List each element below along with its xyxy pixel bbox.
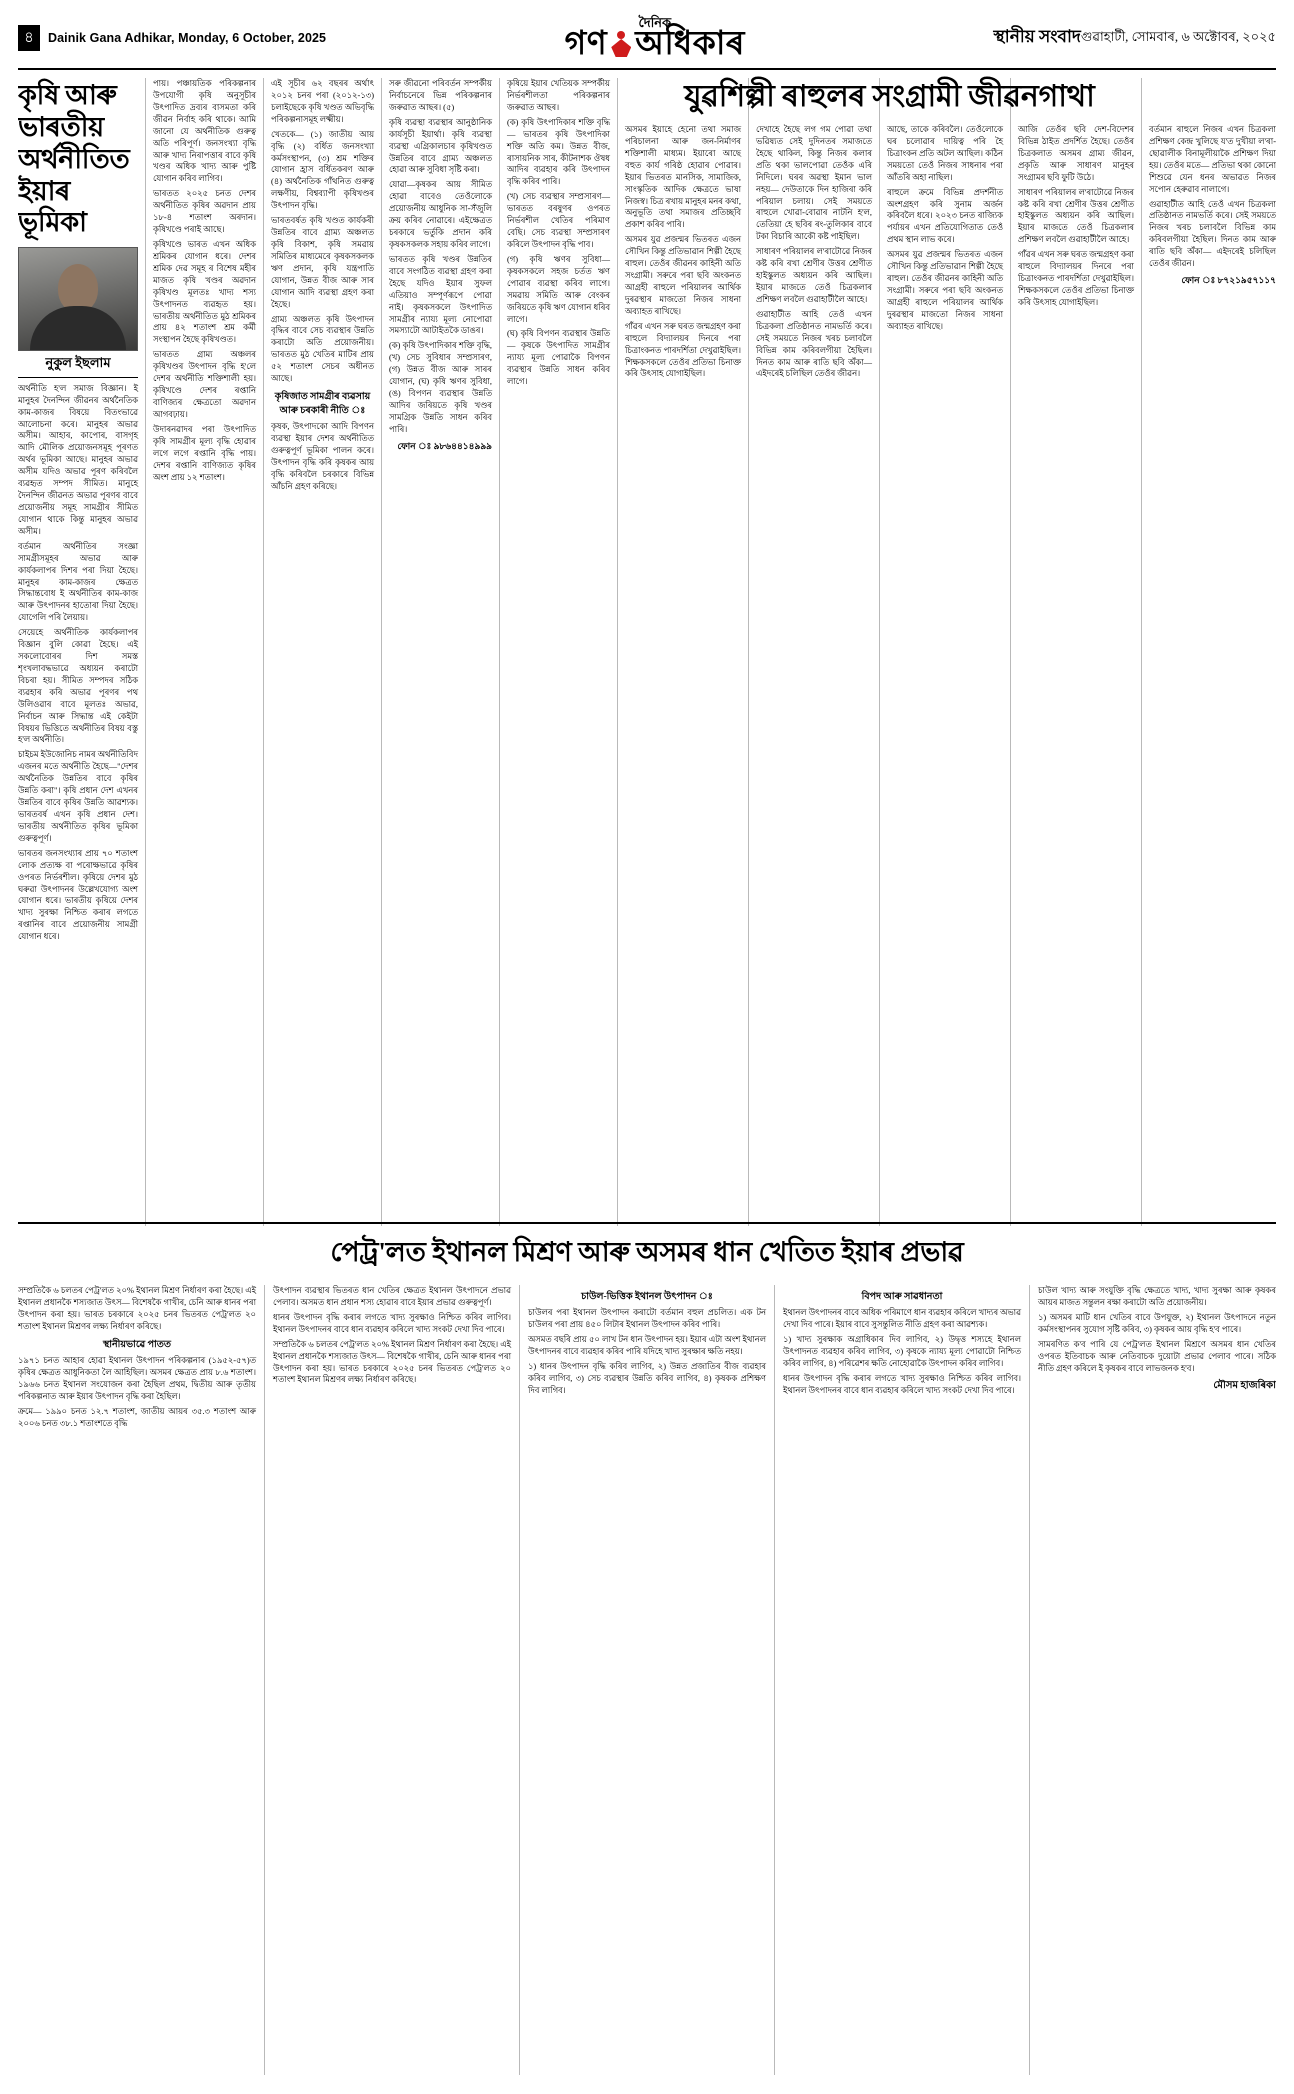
body-para: সাধাৰণ পৰিয়ালৰ ল'ৰাটোৱে নিজৰ কষ্ট কৰি ৰখা শ্ৰেণীৰ উত্তৰ শ্ৰেণীত হাইস্কুলত অধ্যয়ন কৰি আছিল। ইয়াৰ মাজতে তেওঁ চিত্ৰকলাৰ প্ৰশিক্ষণ লবলৈ গুৱাহাটীলৈ আহে। <box>1018 187 1134 245</box>
body-para: কৃষিয়ে ইয়াৰ খেতিয়ক সম্পৰ্কীয় নিৰ্ভৰশীলতা পৰিকল্পনাৰ জৰুৱাত আছৰ। <box>507 79 610 112</box>
body-para: ধানৰ উৎপাদন বৃদ্ধি কৰাৰ লগতে খাদ্য সুৰক্ষাও নিশ্চিত কৰিব লাগিব। ইথানল উৎপাদনৰ বাবে ধান ব্যৱহাৰ কৰিলে খাদ্য সংকট দেখা দিব পাৰে। <box>783 1374 1021 1396</box>
brand-word-2: অধিকাৰ <box>635 25 745 62</box>
body-para: এই সূচীৰ ৬২ বছৰৰ অৰ্থাৎ ২০১২ চনৰ পৰা (২০১২-১৩) চলাইছেকে কৃষি খণ্ডত অভিবৃদ্ধি পৰিকল্পনাসমূহ লক্ষ্মীয়। <box>271 79 374 124</box>
body-para: গাঁৱৰ এখন সৰু ঘৰত জন্মগ্ৰহণ কৰা ৰাহুলে বিদ্যালয়ৰ দিনৰে পৰা চিত্ৰাংকনত পাৰদৰ্শিতা দেখুৱাইছিল। শিক্ষকসকলে তেওঁৰ প্ৰতিভা চিনাক্ত কৰি উৎসাহ যোগাইছিল। <box>625 321 741 379</box>
body-para: (ঘ) কৃষি বিপণন ব্যৱস্থাৰ উন্নতি— কৃষকে উৎপাদিত সামগ্ৰীৰ ন্যায্য মূল্য পোৱাকৈ বিপণন ব্যৱস্থাৰ উন্নতি সাধন কৰিব লাগে। <box>507 329 610 387</box>
author-name: নুকুল ইছলাম <box>18 354 138 377</box>
body-para: বৰ্তমান ৰাহুলে নিজৰ এখন চিত্ৰকলা প্ৰশিক্ষণ কেন্দ্ৰ খুলিছে য'ত দুখীয়া ল'ৰা-ছোৱালীক বিনামূলীয়াকৈ প্ৰশিক্ষণ দিয়া হয়। তেওঁৰ মতে— প্ৰতিভা থকা কোনো শিশুৱে যেন ধনৰ অভাৱত নিজৰ সপোন হেৰুৱাব নালাগে। <box>1149 125 1276 194</box>
body-para: ভাৰতত গ্ৰাম্য অঞ্চলৰ কৃষিখণ্ডৰ উৎপাদন বৃদ্ধি হ'লে দেশৰ অৰ্থনীতি শক্তিশালী হয়। কৃষিখণ্ডে দেশৰ ৰপ্তানি বাণিজ্যৰ ক্ষেত্ৰতো অৱদান আগবঢ়ায়। <box>153 350 256 419</box>
body-para: গুৱাহাটীত আহি তেওঁ এখন চিত্ৰকলা প্ৰতিষ্ঠানত নামভৰ্তি কৰে। সেই সময়তে নিজৰ খৰচ চলাবলৈ বিভিন্ন কাম কৰিবলগীয়া হৈছিল। দিনত কাম আৰু ৰাতি ছবি অঁকা— এইদৰেই চলিছিল তেওঁৰ জীৱন। <box>756 309 872 379</box>
bottom-columns <box>18 1285 1276 2075</box>
body-para: ১) অসমৰ মাটি ধান খেতিৰ বাবে উপযুক্ত, ২) ইথানল উৎপাদনে নতুন কৰ্মসংস্থাপনৰ সুযোগ সৃষ্টি কৰিব, ৩) কৃষকৰ আয় বৃদ্ধি হ'ব পাৰে। <box>1038 1312 1276 1334</box>
body-para: (খ) সেচ ব্যৱস্থাৰ সম্প্ৰসাৰণ— ভাৰতত বৰষুণৰ ওপৰত নিৰ্ভৰশীল খেতিৰ পৰিমাণ বেছি। সেচ ব্যৱস্থা সম্প্ৰসাৰণ কৰিলে উৎপাদন বৃদ্ধি পাব। <box>507 192 610 249</box>
brand-word-1: গণ <box>564 25 608 62</box>
body-para: ভাৰতবৰ্ষত কৃষি খণ্ডত কাৰ্যকৰী উন্নতিৰ বাবে গ্ৰাম্য অঞ্চলত কৃষি বিকাশ, কৃষি সমৱায় সমিতিৰ মাধ্যমেৰে কৃষকসকলক ঋণ প্ৰদান, কৃষি যন্ত্ৰপাতি যোগান, উন্নত বীজ আৰু সাৰ যোগান আদি ব্যৱস্থা গ্ৰহণ কৰা হৈছে। <box>271 216 374 309</box>
bottom-article-byline: মৌসম হাজৰিকা <box>1213 1380 1276 1392</box>
feature-para: চাইচম ইউজোনিচ নামৰ অৰ্থনীতিবিদ এজনৰ মতে অৰ্থনীতি হৈছে—"দেশৰ অৰ্থনৈতিক উন্নতিৰ বাবে কৃষিৰ উন্নতি কৰা"। কৃষি প্ৰধান দেশ এখনৰ উন্নতিৰ বাবে কৃষিৰ উন্নতি আৱশ্যক। ভাৰতবৰ্ষ এখন কৃষি প্ৰধান দেশ। ভাৰতীয় অৰ্থনীতিত কৃষিৰ ভূমিকা গুৰুত্বপূৰ্ণ। <box>18 750 138 843</box>
body-para: গ্ৰাম্য অঞ্চলত কৃষি উৎপাদন বৃদ্ধিৰ বাবে সেচ ব্যৱস্থাৰ উন্নতি কৰাটো অতি প্ৰয়োজনীয়। ভাৰতত মুঠ খেতিৰ মাটিৰ প্ৰায় ৫২ শতাংশ সেচৰ অধীনত আছে। <box>271 314 374 384</box>
body-para: ১৯৭১ চনত আহাৰ হোৱা ইথানল উৎপাদন পৰিকল্পনাৰ (১৯৫২-৫৭)ত কৃষিৰ ক্ষেত্ৰত আধুনিকতা লৈ আহিছিল। অসমৰ ক্ষেত্ৰত প্ৰায় ৮.৬ শতাংশ। ১৯৬৬ চনত ইথানল সংযোজন কৰা হৈছিল প্ৰথম, দ্বিতীয় আৰু তৃতীয় পৰিকল্পনাত আৰু ইয়াৰ উৎপাদন বৃদ্ধি কৰা হৈছিল। <box>18 1356 256 1401</box>
article1-contact: ফোন ঃ ৯৮৬৪৪১৪৯৯৯ <box>397 440 492 451</box>
body-para: অসমৰ ইয়াহে হেনো তথা সমাজ পৰিচালনা আৰু জন-নিৰ্মাণৰ শক্তিশালী মাধ্যম। ইয়াৰো আছে বহুত কাৰ্য গৰিষ্ঠ হোৱাৰ পোৱাৰ। ইয়াৰ ভিতৰত মানসিক, সামাজিক, সাংস্কৃতিক আদিক ক্ষেত্ৰতে ভাষা নিজস্ব। চিত্ৰ ৰখায় মানুহৰ মনৰ কথা, অনুভূতি তথা সমাজৰ প্ৰতিচ্ছবি প্ৰকাশ কৰিব পাৰি। <box>625 125 741 230</box>
body-para: (ক) কৃষি উৎপাদিকাৰ শক্তি বৃদ্ধি, (খ) সেচ সুবিধাৰ সম্প্ৰসাৰণ, (গ) উন্নত বীজ আৰু সাৰৰ যোগান, (ঘ) কৃষি ঋণৰ সুবিধা, (ঙ) বিপণন ব্যৱস্থাৰ উন্নতি আদিৰ জৰিয়তে কৃষি খণ্ডৰ সামগ্ৰিক উন্নতি সাধন কৰিব পাৰি। <box>389 341 492 434</box>
body-para: ধানৰ উৎপাদন বৃদ্ধি কৰাৰ লগতে খাদ্য সুৰক্ষাও নিশ্চিত কৰিব লাগিব। ইথানল উৎপাদনৰ বাবে ধান ব্যৱহাৰ কৰিলে খাদ্য সংকট দেখা দিব পাৰে। <box>273 1312 511 1334</box>
page-number: ৪ <box>18 25 40 51</box>
body-para: (ক) কৃষি উৎপাদিকাৰ শক্তি বৃদ্ধি— ভাৰতৰ কৃষি উৎপাদিকা শক্তি অতি কম। উন্নত বীজ, ৰাসায়নিক সাৰ, কীটনাশক ঔষধ আদিৰ ব্যৱহাৰ কৰি উৎপাদন বৃদ্ধি কৰিব পাৰি। <box>507 117 610 187</box>
article1-column-3 <box>382 78 500 1226</box>
body-para: সম্প্ৰতিকৈ ৬ চলতৰ পেট্ৰ'লত ২০% ইথানল মিশ্ৰণ নিৰ্ধাৰণ কৰা হৈছে। এই ইথানল প্ৰধানকৈ শস্যজাত উৎস— বিশেষকৈ গাখীৰ, চেনি আৰু ধানৰ পৰা উৎপাদন কৰা হয়। ভাৰত চৰকাৰে ২০২৫ চনৰ ভিতৰত পেট্ৰ'লত ২০ শতাংশ ইথানল মিশ্ৰণৰ লক্ষ্য নিৰ্ধাৰণ কৰিছে। <box>273 1339 511 1385</box>
article1-subhead-1: কৃষিজাত সামগ্ৰীৰ ব্যৱসায় আৰু চৰকাৰী নীতি ঃ <box>274 392 371 416</box>
bottom-column-5 <box>1030 1285 1276 2075</box>
body-para: চাউল খাদ্য আৰু সংযুক্তি বৃদ্ধি ক্ষেত্ৰতে খাদ্য, খাদ্য সুৰক্ষা আৰু কৃষকৰ আয়ৰ মাজত সন্তুলন ৰক্ষা কৰাটো অতি প্ৰয়োজনীয়। <box>1038 1286 1276 1307</box>
feature-para: বৰ্তমান অৰ্থনীতিৰ সংজ্ঞা সামগ্ৰীসমূহৰ অভাৱ আৰু কাৰ্যকলাপৰ দিশৰ পৰা দিয়া হৈছে। মানুহৰ কাম-কাজৰ ক্ষেত্ৰত সিদ্ধান্তবোধ ই অৰ্থনীতিৰ কাম-কাজ আৰু উৎপাদনৰ হাতোৰা দিয়া হৈছে। যোগেলি পৰি লৈয়ায়। <box>18 541 138 623</box>
bottom-column-4 <box>775 1285 1030 2075</box>
bottom-subhead: চাউল-ভিত্তিক ইথানল উৎপাদন ঃ <box>581 1292 713 1302</box>
masthead-brand <box>326 16 983 61</box>
person-logo-icon <box>611 31 631 57</box>
masthead-right-text: গুৱাহাটী, সোমবাৰ, ৬ অক্টোবৰ, ২০২৫ <box>1080 28 1276 44</box>
article2-headline-wrap <box>503 80 1276 119</box>
article2-headline: যুৱশিল্পী ৰাহুলৰ সংগ্ৰামী জীৱনগাথা <box>684 80 1095 113</box>
body-para: অসমৰ যুৱ প্ৰজন্মৰ ভিতৰত এজন সৌখিন কিন্তু প্ৰতিভাৱান শিল্পী হৈছে ৰাহুল। তেওঁৰ জীৱনৰ কাহিনী অতি সংগ্ৰামী। সৰুৰে পৰা ছবি অংকনত আগ্ৰহী ৰাহুলে পৰিয়ালৰ আৰ্থিক দুৰৱস্থাৰ মাজতো নিজৰ সাধনা অব্যাহত ৰাখিছে। <box>625 235 741 316</box>
author-photo <box>18 247 138 351</box>
feature-headline: কৃষি আৰু ভাৰতীয় অৰ্থনীতিত ইয়াৰ ভূমিকা <box>18 80 130 238</box>
body-para: কৃষক, উৎপাদকো আদি বিপণন ব্যৱস্থা ইয়াৰ দেশৰ অৰ্থনীতিত গুৰুত্বপূৰ্ণ ভূমিকা পালন কৰে। উৎপাদন বৃদ্ধি কৰি কৃষকৰ আয় বৃদ্ধি কৰিবলৈ চৰকাৰে বিভিন্ন আঁচনি গ্ৰহণ কৰিছে। <box>271 422 374 491</box>
bottom-column-1 <box>18 1285 265 2075</box>
article2-column-2 <box>749 78 880 1226</box>
feature-column <box>18 78 146 1226</box>
body-para: সাধাৰণ পৰিয়ালৰ ল'ৰাটোৱে নিজৰ কষ্ট কৰি ৰখা শ্ৰেণীৰ উত্তৰ শ্ৰেণীত হাইস্কুলত অধ্যয়ন কৰি আছিল। ইয়াৰ মাজতে তেওঁ চিত্ৰকলাৰ প্ৰশিক্ষণ লবলৈ গুৱাহাটীলৈ আহে। <box>756 247 872 304</box>
body-para: সামৰণিত ক'ব পাৰি যে পেট্ৰ'লত ইথানল মিশ্ৰণে অসমৰ ধান খেতিৰ ওপৰত ইতিবাচক আৰু নেতিবাচক দুয়োটা প্ৰভাৱ পেলাব পাৰে। সঠিক নীতি গ্ৰহণ কৰিলে ই কৃষকৰ বাবে লাভজনক হ'ব। <box>1038 1339 1276 1373</box>
body-para: ভাৰতত ২০২৫ চনত দেশৰ অৰ্থনীতিত কৃষিৰ অৱদান প্ৰায় ১৮-৪ শতাংশ অৰদান। কৃষিখণ্ডে পৰাই আছে। <box>153 189 256 235</box>
body-para: ৰাহুলে ক্ৰমে বিভিন্ন প্ৰদৰ্শনীত অংশগ্ৰহণ কৰি সুনাম অৰ্জন কৰিবলৈ ধৰে। ২০২৩ চনত ৰাজ্যিক পৰ্যায়ৰ এখন প্ৰতিযোগিতাত তেওঁ প্ৰথম স্থান লাভ কৰে। <box>887 187 1003 245</box>
body-para: উদাৰনৱাদৰ পৰা উৎপাদিত কৃষি সামগ্ৰীৰ মূল্য বৃদ্ধি হোৱাৰ লগে লগে ৰপ্তানি বৃদ্ধি পায়। দেশৰ ৰপ্তানি বাণিজ্যত কৃষিৰ অংশ প্ৰায় ১২ শতাংশ। <box>153 424 256 482</box>
body-para: আছে, তাকে কৰিবলৈ। তেওঁলোকে ঘৰ চলোৱাৰ দায়িত্ব পৰি হৈ চিত্ৰাংকন প্ৰতি অটল আছিল। কঠিন সময়তো তেওঁ নিজৰ সাধনাৰ পৰা আঁতৰি অহা নাছিল। <box>887 125 1003 182</box>
feature-para: ভাৰতৰ জনসংখ্যাৰ প্ৰায় ৭০ শতাংশ লোক প্ৰত্যক্ষ বা পৰোক্ষভাৱে কৃষিৰ ওপৰত নিৰ্ভৰশীল। কৃষিয়ে দেশৰ মুঠ ঘৰুৱা উৎপাদনৰ উল্লেখযোগ্য অংশ যোগান ধৰে। ভাৰতীয় কৃষিয়ে দেশৰ খাদ্য সুৰক্ষা নিশ্চিত কৰাৰ লগতে ৰপ্তানিৰ বাবে প্ৰয়োজনীয় সামগ্ৰী যোগান ধৰে। <box>18 848 138 942</box>
article2-column-4 <box>1011 78 1142 1226</box>
body-para: চাউলৰ পৰা ইথানল উৎপাদন কৰাটো বৰ্তমান বহুল প্ৰচলিত। এক টন চাউলৰ পৰা প্ৰায় ৪৫০ লিটাৰ ইথানল উৎপাদন কৰিব পাৰি। <box>528 1308 766 1330</box>
body-para: উৎপাদন ব্যৱস্থাৰ ভিতৰত ধান খেতিৰ ক্ষেত্ৰত ইথানল উৎপাদনে প্ৰভাৱ পেলাব। অসমত ধান প্ৰধান শস্য হোৱাৰ বাবে ইয়াৰ প্ৰভাৱ গুৰুত্বপূৰ্ণ। <box>273 1286 511 1307</box>
body-para: সম্প্ৰতিকৈ ৬ চলতৰ পেট্ৰ'লত ২০% ইথানল মিশ্ৰণ নিৰ্ধাৰণ কৰা হৈছে। এই ইথানল প্ৰধানকৈ শস্যজাত উৎস— বিশেষকৈ গাখীৰ, চেনি আৰু ধানৰ পৰা উৎপাদন কৰা হয়। ভাৰত চৰকাৰে ২০২৫ চনৰ ভিতৰত পেট্ৰ'লত ২০ শতাংশ ইথানল মিশ্ৰণৰ লক্ষ্য নিৰ্ধাৰণ কৰিছে। <box>18 1286 256 1331</box>
body-para: ভাৰতত কৃষি খণ্ডৰ উন্নতিৰ বাবে সংগঠিত ব্যৱস্থা গ্ৰহণ কৰা হৈছে যদিও ইয়াৰ সুফল এতিয়াও সম্পূৰ্ণৰূপে পোৱা নাই। কৃষকসকলে উৎপাদিত সামগ্ৰীৰ ন্যায্য মূল্য নোপোৱা সমস্যাটো আটাইতকৈ ডাঙৰ। <box>389 254 492 336</box>
article2-column-1 <box>618 78 749 1226</box>
article1-column-1 <box>146 78 264 1226</box>
bottom-subhead: বিপদ আৰু সাৱধানতা <box>861 1292 943 1302</box>
article2-contact: ফোন ঃ ৮৭২১৯৫৭১১৭ <box>1181 275 1276 286</box>
bottom-article <box>18 1222 1276 2086</box>
body-para: ইথানল উৎপাদনৰ বাবে অধিক পৰিমাণে ধান ব্যৱহাৰ কৰিলে খাদ্যৰ অভাৱ দেখা দিব পাৰে। ইয়াৰ বাবে সুসন্তুলিত নীতি গ্ৰহণ কৰা আৱশ্যক। <box>783 1308 1021 1330</box>
masthead-left-text: Dainik Gana Adhikar, Monday, 6 October, 2025 <box>48 31 327 45</box>
body-para: কৃষিখণ্ডে ভাৰত এখন অধিক শ্ৰমিকৰ যোগান ধৰে। দেশৰ শ্ৰমিক দেৱ সমূহ ৰ বিশেষ মহীৰ মাজত কৃষি খণ্ডৰ অৱদান কৃষিখণ্ড মূলতঃ খাদ্য শস্য উৎপাদনত ব্যৱহৃত হয়। ভাৰতীয় অৰ্থনীতিত মুঠ শ্ৰমিকৰ প্ৰায় ৪২ শতাংশ শ্ৰম কৰ্মী সংস্থাপন হৈছে কৃষিখণ্ডত। <box>153 239 256 345</box>
body-para: দেখাহে হৈছে লগ গম পোৱা তথা ভৱিষ্যত সেই দুদিনতৰ সমাজতে হৈছে থাকিল, কিন্তু নিজৰ কলাৰ প্ৰতি থকা ভালপোৱা তেওঁক এৰি নিদিলে। ঘৰৰ অৱস্থা ইমান ভাল নহয়— দেউতাকে দিন হাজিৰা কৰি পৰিয়াল চলায়। সেই সময়তে ৰাহুলে খোৱা-বোৱাৰ নাটনি হ'ল, তেতিয়া হে ছবিৰ ৰং-তুলিকাৰ বাবে টকা বিচাৰি আকৌ কষ্ট পাইছিল। <box>756 125 872 242</box>
masthead <box>18 14 1276 70</box>
feature-para: সেয়েহে অৰ্থনীতিক কাৰ্যকলাপৰ বিজ্ঞান বুলি কোৱা হৈছে। এই সকলোবোৰৰ দিশ সমস্ত শৃংখলাবদ্ধভাৱে অধ্যয়ন কৰাটো বিচৰা হয়। সীমিত সম্পদৰ সঠিক ব্যৱহাৰ কৰি অভাৱ পূৰণৰ পথ উলিওৱাৰ বাবে মূলতঃ অভাৱ, নিৰ্বাচন আৰু সিদ্ধান্ত এই কেইটা বিষয়ৰ ভিত্তিতে অৰ্থনীতিৰ বিষয় বস্তু হ'ল অৰ্থনীতি। <box>18 628 138 745</box>
body-para: গুৱাহাটীত আহি তেওঁ এখন চিত্ৰকলা প্ৰতিষ্ঠানত নামভৰ্তি কৰে। সেই সময়তে নিজৰ খৰচ চলাবলৈ বিভিন্ন কাম কৰিবলগীয়া হৈছিল। দিনত কাম আৰু ৰাতি ছবি অঁকা— এইদৰেই চলিছিল তেওঁৰ জীৱন। <box>1149 199 1276 269</box>
body-para: যোৱা—কৃষকৰ আয় সীমিত হোৱা বাবেও তেওঁলোকে প্ৰয়োজনীয় আধুনিক সা-সঁজুলি ক্ৰয় কৰিব নোৱাৰে। এইক্ষেত্ৰত চৰকাৰে ভৰ্তুকি প্ৰদান কৰি কৃষকসকলক সহায় কৰিব লাগে। <box>389 180 492 249</box>
bottom-column-3 <box>520 1285 775 2075</box>
body-para: অসমত বছৰি প্ৰায় ৫০ লাখ টন ধান উৎপাদন হয়। ইয়াৰ এটা অংশ ইথানল উৎপাদনৰ বাবে ব্যৱহাৰ কৰিব পাৰি যদিহে খাদ্য সুৰক্ষাৰ ক্ষতি নহয়। <box>528 1335 766 1357</box>
bottom-column-2 <box>265 1285 520 2075</box>
section-label: স্থানীয় সংবাদ <box>993 27 1081 46</box>
body-para: ১) খাদ্য সুৰক্ষাক অগ্ৰাধিকাৰ দিব লাগিব, ২) উদ্বৃত্ত শস্যহে ইথানল উৎপাদনত ব্যৱহাৰ কৰিব লাগিব, ৩) কৃষকে ন্যায্য মূল্য পোৱাটো নিশ্চিত কৰিব লাগিব, ৪) পৰিৱেশৰ ক্ষতি নোহোৱাকৈ উৎপাদন কৰিব লাগিব। <box>783 1335 1021 1369</box>
body-para: অসমৰ যুৱ প্ৰজন্মৰ ভিতৰত এজন সৌখিন কিন্তু প্ৰতিভাৱান শিল্পী হৈছে ৰাহুল। তেওঁৰ জীৱনৰ কাহিনী অতি সংগ্ৰামী। সৰুৰে পৰা ছবি অংকনত আগ্ৰহী ৰাহুলে পৰিয়ালৰ আৰ্থিক দুৰৱস্থাৰ মাজতো নিজৰ সাধনা অব্যাহত ৰাখিছে। <box>887 250 1003 331</box>
article1-column-2 <box>264 78 382 1226</box>
body-para: পায়। পঞ্চায়তিক পৰিকল্পনাৰ উপযোগী কৃষি অনুসূচীৰ উৎপাদিত দ্ৰব্যৰ বাসমতা কৰি জীৱন নিৰ্বাহ কৰি থাকে। আমি জানো যে অৰ্থনীতিক গুৰুত্ব অতি পৰিপূৰ্ণ। জনসংখ্যা বৃদ্ধি আৰু খাদ্য নিৰাপত্তাৰ বাবে কৃষি খণ্ডৰ অধিক খাদ্য আৰু পুষ্টি যোগান কৰিব লাগিব। <box>153 79 256 184</box>
body-para: সৰু জীৱনো পৰিবৰ্তন সম্পৰ্কীয় নিৰ্বাচনেৰে ভিন্ন পৰিকল্পনাৰ জৰুৱাত আছৰ। (৫) <box>389 79 492 112</box>
article2-column-3 <box>880 78 1011 1226</box>
body-para: ১) ধানৰ উৎপাদন বৃদ্ধি কৰিব লাগিব, ২) উন্নত প্ৰজাতিৰ বীজ ব্যৱহাৰ কৰিব লাগিব, ৩) সেচ ব্যৱস্থাৰ উন্নতি কৰিব লাগিব, ৪) কৃষকক প্ৰশিক্ষণ দিব লাগিব। <box>528 1362 766 1396</box>
body-para: আজি তেওঁৰ ছবি দেশ-বিদেশৰ বিভিন্ন ঠাইত প্ৰদৰ্শিত হৈছে। তেওঁৰ চিত্ৰকলাত অসমৰ গ্ৰাম্য জীৱন, প্ৰকৃতি আৰু সাধাৰণ মানুহৰ সংগ্ৰামৰ ছবি ফুটি উঠে। <box>1018 125 1134 182</box>
bottom-article-headline: পেট্ৰ'লত ইথানল মিশ্ৰণ আৰু অসমৰ ধান খেতিত ইয়াৰ প্ৰভাৱ <box>330 1237 964 1267</box>
brand-title <box>564 25 745 62</box>
bottom-subhead: স্থানীয়ভাৱে পাতত <box>102 1339 172 1350</box>
body-para: (গ) কৃষি ঋণৰ সুবিধা— কৃষকসকলে সহজ চৰ্তত ঋণ পোৱাৰ ব্যৱস্থা কৰিব লাগে। সমৱায় সমিতি আৰু বেংকৰ জৰিয়তে কৃষি ঋণ যোগান ধৰিব লাগে। <box>507 254 610 324</box>
body-para: গাঁৱৰ এখন সৰু ঘৰত জন্মগ্ৰহণ কৰা ৰাহুলে বিদ্যালয়ৰ দিনৰে পৰা চিত্ৰাংকনত পাৰদৰ্শিতা দেখুৱাইছিল। শিক্ষকসকলে তেওঁৰ প্ৰতিভা চিনাক্ত কৰি উৎসাহ যোগাইছিল। <box>1018 250 1134 307</box>
body-para: খেতকে— (১) জাতীয় আয় বৃদ্ধি (২) বৰ্ধিত জনসংখ্যা কৰ্মসংস্থাপন, (৩) শ্ৰম শক্তিৰ যোগান হ্ৰাস বৰ্ধিতকৰণ আৰু (৪) অৰ্থনৈতিক গাঁথনিত গুৰুত্ব লক্ষণীয়, বিশ্বব্যাপী কৃষিখণ্ডৰ উৎপাদন বৃদ্ধি। <box>271 129 374 211</box>
body-para: ক্ৰমে— ১৯৯০ চনত ১২.৭ শতাংশ, জাতীয় আয়ৰ ৩৫.৩ শতাংশ আৰু ২০০৬ চনত ৩৮.১ শতাংশতে বৃদ্ধি <box>18 1406 256 1428</box>
article2-column-5 <box>1142 78 1276 1226</box>
brand-kicker: দৈনিক <box>638 14 672 30</box>
article1-column-4 <box>500 78 618 1226</box>
main-content <box>18 78 1276 1226</box>
feature-para: অৰ্থনীতি হ'ল সমাজ বিজ্ঞান। ই মানুহৰ দৈনন্দিন জীৱনৰ অৰ্থনৈতিক কাম-কাজৰ বিষয়ে বিতংভাৱে আলোচনা কৰে। মানুহৰ অভাৱ অসীম। আহাৰ, কাপোৰ, বাসগৃহ আদি মৌলিক প্ৰয়োজনসমূহ পূৰণত অৰ্থৰ ভূমিকা আছে। মানুহৰ অভাৱ অসীম যদিও অভাৱ পূৰণ কৰিবলৈ ব্যৱহৃত সম্পদ সীমিত। মানুহে দৈনন্দিন জীৱনত অভাৱ পূৰণৰ বাবে প্ৰয়োজনীয় সমূহ সামগ্ৰীৰ সীমিত যোগান থাকে কিন্তু মানুহৰ অভাৱ অসীম। <box>18 383 138 536</box>
body-para: কৃষি ব্যৱস্থা ব্যৱস্থাৰ আনুষ্ঠানিক কাৰ্যসূচী ইয়াৰ্থা। কৃষি ব্যৱস্থা ব্যৱস্থা এগ্ৰিকালচাৰ কৃষিখণ্ডত উন্নতিৰ বাবে গ্ৰাম্য অঞ্চলত হোৱা আৰু সুবিধা সৃষ্টি কৰা। <box>389 117 492 175</box>
